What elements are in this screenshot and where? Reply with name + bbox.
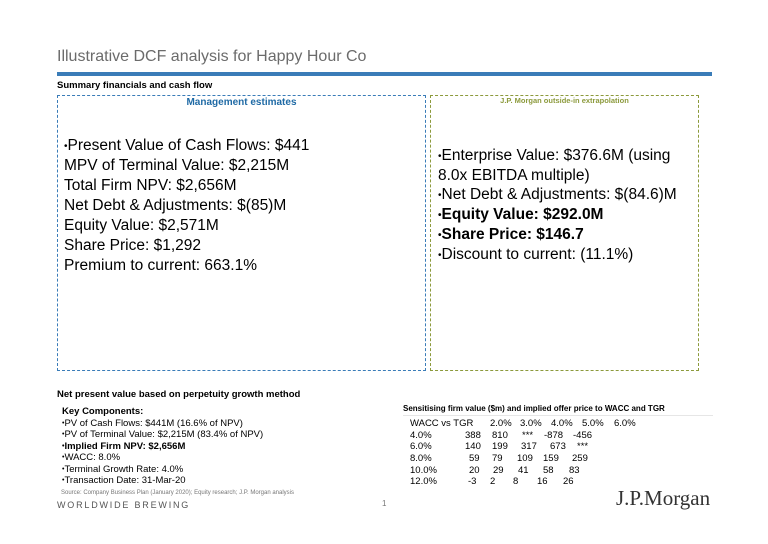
line-discount xyxy=(438,245,677,265)
line-ebitda-multiple: 8.0x EBITDA multiple) xyxy=(438,166,590,184)
line-enterprise-value xyxy=(438,146,677,166)
table-header-cell: 4.0% xyxy=(551,418,573,429)
line-net-debt xyxy=(438,185,677,205)
bullet: • xyxy=(62,477,65,484)
line-mpv-terminal: MPV of Terminal Value: $2,215M xyxy=(64,157,290,174)
bullet: • xyxy=(438,210,442,222)
page-number: 1 xyxy=(382,499,387,508)
table-cell: 29 xyxy=(493,464,504,476)
section-summary-label: Summary financials and cash flow xyxy=(57,80,213,91)
table-cell: 58 xyxy=(543,464,554,476)
title-rule xyxy=(57,72,712,76)
line-premium: Premium to current: 663.1% xyxy=(64,257,257,274)
bullet: • xyxy=(64,141,68,152)
line-equity-value: Equity Value: $2,571M xyxy=(64,217,219,234)
bullet: • xyxy=(438,190,442,202)
table-cell: -3 xyxy=(468,476,477,488)
bullet: • xyxy=(62,454,65,461)
list-item xyxy=(62,441,263,453)
line-pv-cash-flows xyxy=(64,136,309,156)
table-cell: 8 xyxy=(513,476,519,488)
bullet: • xyxy=(438,229,442,241)
table-cell: 8.0% xyxy=(410,453,432,465)
line-equity-value xyxy=(438,205,677,225)
table-cell: 673 xyxy=(550,441,566,453)
bullet: • xyxy=(62,442,65,450)
table-cell: *** xyxy=(522,429,534,441)
bullet: • xyxy=(438,151,442,162)
table-header-cell: 6.0% xyxy=(614,418,636,429)
table-cell: 41 xyxy=(518,464,529,476)
table-header-cell: 5.0% xyxy=(582,418,604,429)
table-header-cell: 3.0% xyxy=(520,418,542,429)
table-cell: 388 xyxy=(465,429,481,441)
list-item xyxy=(62,418,263,430)
jpmorgan-logo: J.P.Morgan xyxy=(616,486,711,510)
table-cell: *** xyxy=(577,441,589,453)
management-estimates-lines xyxy=(64,136,309,276)
item-text: Implied Firm NPV: $2,656M xyxy=(64,440,186,452)
list-item xyxy=(62,475,263,487)
bullet: • xyxy=(62,465,65,473)
item-text: PV of Cash Flows: $441M (16.6% of NPV) xyxy=(64,417,243,429)
list-item xyxy=(62,429,263,441)
section-npv-label: Net present value based on perpetuity growth method xyxy=(57,389,301,400)
table-cell: 810 xyxy=(492,429,508,441)
table-cell: -878 xyxy=(544,429,564,441)
line-share-price xyxy=(438,225,677,245)
table-cell: 79 xyxy=(492,453,503,465)
table-cell: 26 xyxy=(563,476,574,488)
line-text: Discount to current: (11.1%) xyxy=(441,245,634,263)
table-cell: 159 xyxy=(543,453,559,465)
table-header-cell: WACC vs TGR xyxy=(410,418,474,429)
item-text: PV of Terminal Value: $2,215M (83.4% of NPV) xyxy=(64,429,264,440)
key-components xyxy=(62,406,263,487)
bullet: • xyxy=(62,419,65,427)
table-cell: 317 xyxy=(521,441,537,453)
table-cell: 20 xyxy=(469,464,480,476)
line-total-npv: Total Firm NPV: $2,656M xyxy=(64,177,237,194)
list-item xyxy=(62,452,263,464)
key-components-heading: Key Components: xyxy=(62,406,144,417)
line-text: Present Value of Cash Flows: $441 xyxy=(67,137,310,154)
table-cell: 109 xyxy=(517,453,533,465)
jpm-extrapolation-header: J.P. Morgan outside-in extrapolation xyxy=(500,96,629,105)
table-cell: 140 xyxy=(465,441,481,453)
table-cell: 2 xyxy=(490,476,496,488)
sensitivity-divider xyxy=(403,415,713,416)
jpm-extrapolation-lines xyxy=(438,146,677,264)
management-estimates-header: Management estimates xyxy=(186,97,297,108)
sensitivity-title: Sensitising firm value ($m) and implied offer price to WACC and TGR xyxy=(403,404,665,413)
footer-company: WORLDWIDE BREWING xyxy=(57,500,191,510)
item-text: Terminal Growth Rate: 4.0% xyxy=(64,463,184,475)
management-estimates-box xyxy=(57,95,426,371)
table-cell: 199 xyxy=(492,441,508,453)
bullet: • xyxy=(438,249,442,261)
table-cell: 4.0% xyxy=(410,429,432,441)
jpm-extrapolation-box xyxy=(430,95,699,371)
table-cell: 259 xyxy=(572,453,588,465)
table-cell: 59 xyxy=(469,453,480,465)
table-header-cell: 2.0% xyxy=(490,418,512,429)
line-share-price: Share Price: $1,292 xyxy=(64,237,202,254)
line-text: Equity Value: $292.0M xyxy=(441,206,604,224)
table-cell: 10.0% xyxy=(410,464,437,476)
source-note: Source: Company Business Plan (January 2020); Equity research; J.P. Morgan analysis xyxy=(61,490,295,496)
item-text: Transaction Date: 31-Mar-20 xyxy=(64,475,186,486)
item-text: WACC: 8.0% xyxy=(64,452,121,463)
page-title: Illustrative DCF analysis for Happy Hour Co xyxy=(57,48,367,65)
table-cell: 16 xyxy=(537,476,548,488)
table-cell: 83 xyxy=(569,464,580,476)
table-cell: 6.0% xyxy=(410,441,432,453)
list-item xyxy=(62,464,263,476)
bullet: • xyxy=(62,431,65,438)
line-net-debt: Net Debt & Adjustments: $(85)M xyxy=(64,197,287,214)
line-text: Net Debt & Adjustments: $(84.6)M xyxy=(441,186,677,204)
line-text: Enterprise Value: $376.6M (using xyxy=(441,147,671,164)
table-cell: 12.0% xyxy=(410,476,437,488)
line-text: Share Price: $146.7 xyxy=(441,225,584,243)
table-cell: -456 xyxy=(573,429,593,441)
